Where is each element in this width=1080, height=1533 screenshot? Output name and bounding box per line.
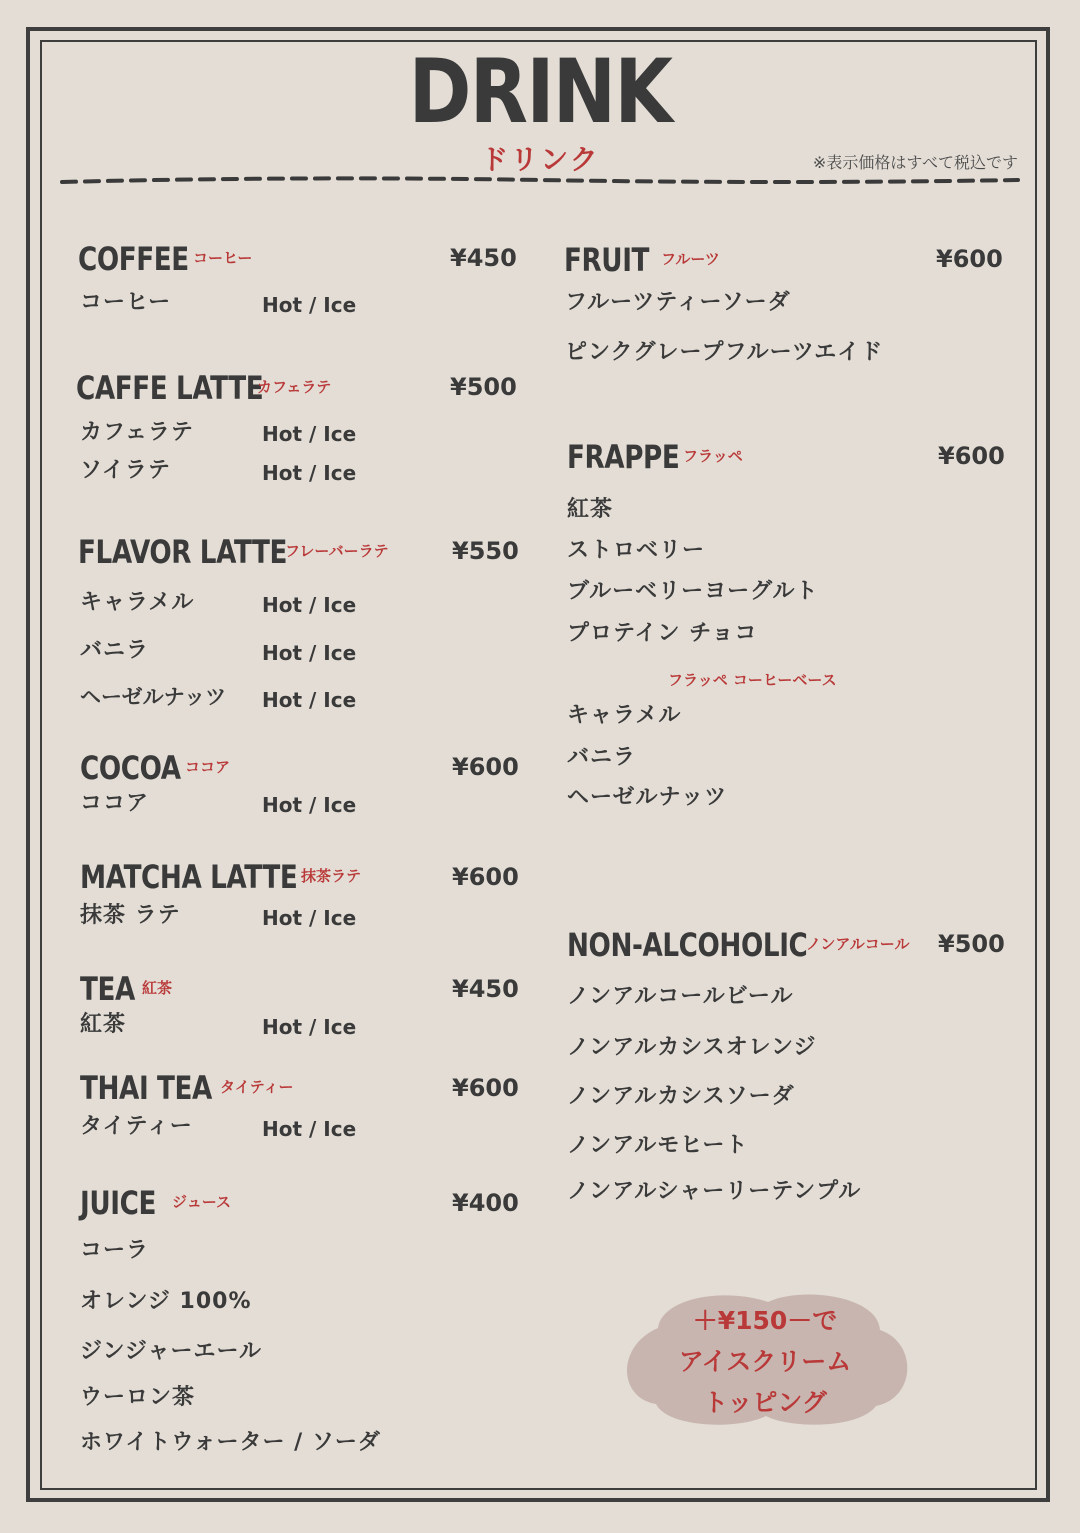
tax-note: ※表示価格はすべて税込です: [812, 153, 1018, 172]
menu-item: コーラ: [80, 1238, 150, 1263]
section-title-matcha-latte: MATCHA LATTE: [80, 858, 298, 896]
topping-text: [620, 1300, 910, 1423]
hot-ice-label: Hot / Ice: [262, 793, 357, 817]
hot-ice-label: Hot / Ice: [262, 906, 357, 930]
price-matcha-latte: ¥600: [452, 863, 519, 891]
section-jp-cocoa: ココア: [185, 758, 231, 776]
section-jp-juice: ジュース: [172, 1193, 231, 1211]
topping-line-2: アイスクリーム: [678, 1347, 852, 1376]
section-title-tea: TEA: [80, 970, 135, 1008]
menu-title: DRINK: [408, 40, 672, 143]
dashed-divider: [60, 172, 1020, 188]
hot-ice-label: Hot / Ice: [262, 593, 357, 617]
price-caffe-latte: ¥500: [450, 373, 517, 401]
menu-item: ジンジャーエール: [80, 1339, 263, 1364]
menu-item: ウーロン茶: [80, 1385, 196, 1410]
section-jp-flavor-latte: フレーバーラテ: [285, 542, 389, 560]
menu-item: ストロベリー: [567, 538, 706, 563]
menu-item: ブルーベリーヨーグルト: [567, 579, 819, 604]
menu-item: ヘーゼルナッツ: [567, 785, 728, 810]
hot-ice-label: Hot / Ice: [262, 461, 357, 485]
hot-ice-label: Hot / Ice: [262, 1015, 357, 1039]
price-frappe: ¥600: [938, 442, 1005, 470]
menu-item: プロテイン チョコ: [567, 621, 758, 646]
section-title-frappe: FRAPPE: [567, 438, 680, 476]
section-jp-frappe: フラッペ: [683, 447, 743, 465]
section-jp-non-alcoholic: ノンアルコール: [806, 935, 910, 953]
menu-item: ソイラテ: [80, 458, 171, 483]
price-thai-tea: ¥600: [452, 1074, 519, 1102]
section-jp-tea: 紅茶: [142, 979, 173, 997]
menu-item: コーヒー: [80, 290, 172, 315]
menu-item: キャラメル: [80, 590, 195, 615]
price-tea: ¥450: [452, 975, 519, 1003]
menu-item: ココア: [80, 791, 150, 816]
topping-line-3: トッピング: [703, 1388, 827, 1417]
section-title-fruit: FRUIT: [564, 241, 650, 279]
menu-item: オレンジ 100%: [80, 1289, 252, 1314]
section-title-cocoa: COCOA: [80, 749, 181, 787]
section-jp-thai-tea: タイティー: [220, 1078, 294, 1096]
menu-item: ノンアルシャーリーテンプル: [567, 1179, 862, 1204]
section-title-thai-tea: THAI TEA: [80, 1069, 212, 1107]
section-jp-caffe-latte: カフェラテ: [257, 378, 332, 396]
hot-ice-label: Hot / Ice: [262, 688, 357, 712]
menu-item: フルーツティーソーダ: [565, 290, 791, 315]
section-title-flavor-latte: FLAVOR LATTE: [78, 533, 288, 571]
hot-ice-label: Hot / Ice: [262, 422, 357, 446]
price-fruit: ¥600: [936, 245, 1003, 273]
menu-item: ノンアルカシスオレンジ: [567, 1035, 817, 1060]
price-coffee: ¥450: [450, 244, 517, 272]
menu-item: ホワイトウォーター / ソーダ: [80, 1430, 381, 1455]
price-flavor-latte: ¥550: [452, 537, 519, 565]
section-title-coffee: COFFEE: [78, 240, 189, 278]
menu-item: ノンアルモヒート: [567, 1133, 749, 1158]
section-jp-fruit: フルーツ: [661, 250, 720, 268]
menu-item: ピンクグレープフルーツエイド: [565, 340, 884, 365]
menu-item: タイティー: [80, 1114, 193, 1139]
menu-item: ノンアルカシスソーダ: [567, 1084, 795, 1109]
hot-ice-label: Hot / Ice: [262, 293, 357, 317]
frappe-coffee-base-label: フラッペ コーヒーベース: [668, 671, 837, 689]
price-cocoa: ¥600: [452, 753, 519, 781]
topping-line-1: ＋¥150－で: [692, 1306, 838, 1335]
hot-ice-label: Hot / Ice: [262, 1117, 357, 1141]
hot-ice-label: Hot / Ice: [262, 641, 357, 665]
section-jp-matcha-latte: 抹茶ラテ: [301, 867, 362, 885]
menu-item: カフェラテ: [80, 420, 194, 445]
menu-item: ノンアルコールビール: [567, 984, 794, 1009]
section-title-caffe-latte: CAFFE LATTE: [76, 369, 264, 407]
section-title-juice: JUICE: [80, 1184, 156, 1222]
section-jp-coffee: コーヒー: [193, 249, 253, 267]
menu-item: 紅茶: [567, 497, 614, 522]
menu-item: バニラ: [80, 638, 150, 663]
price-juice: ¥400: [452, 1189, 519, 1217]
menu-item: 抹茶 ラテ: [80, 903, 181, 928]
section-title-non-alcoholic: NON-ALCOHOLIC: [567, 926, 808, 964]
menu-item: ヘーゼルナッツ: [80, 685, 227, 709]
menu-item: バニラ: [567, 745, 637, 770]
menu-item: 紅茶: [80, 1012, 127, 1037]
menu-item: キャラメル: [567, 703, 682, 728]
price-non-alcoholic: ¥500: [938, 930, 1005, 958]
menu-subtitle: ドリンク: [480, 143, 600, 176]
